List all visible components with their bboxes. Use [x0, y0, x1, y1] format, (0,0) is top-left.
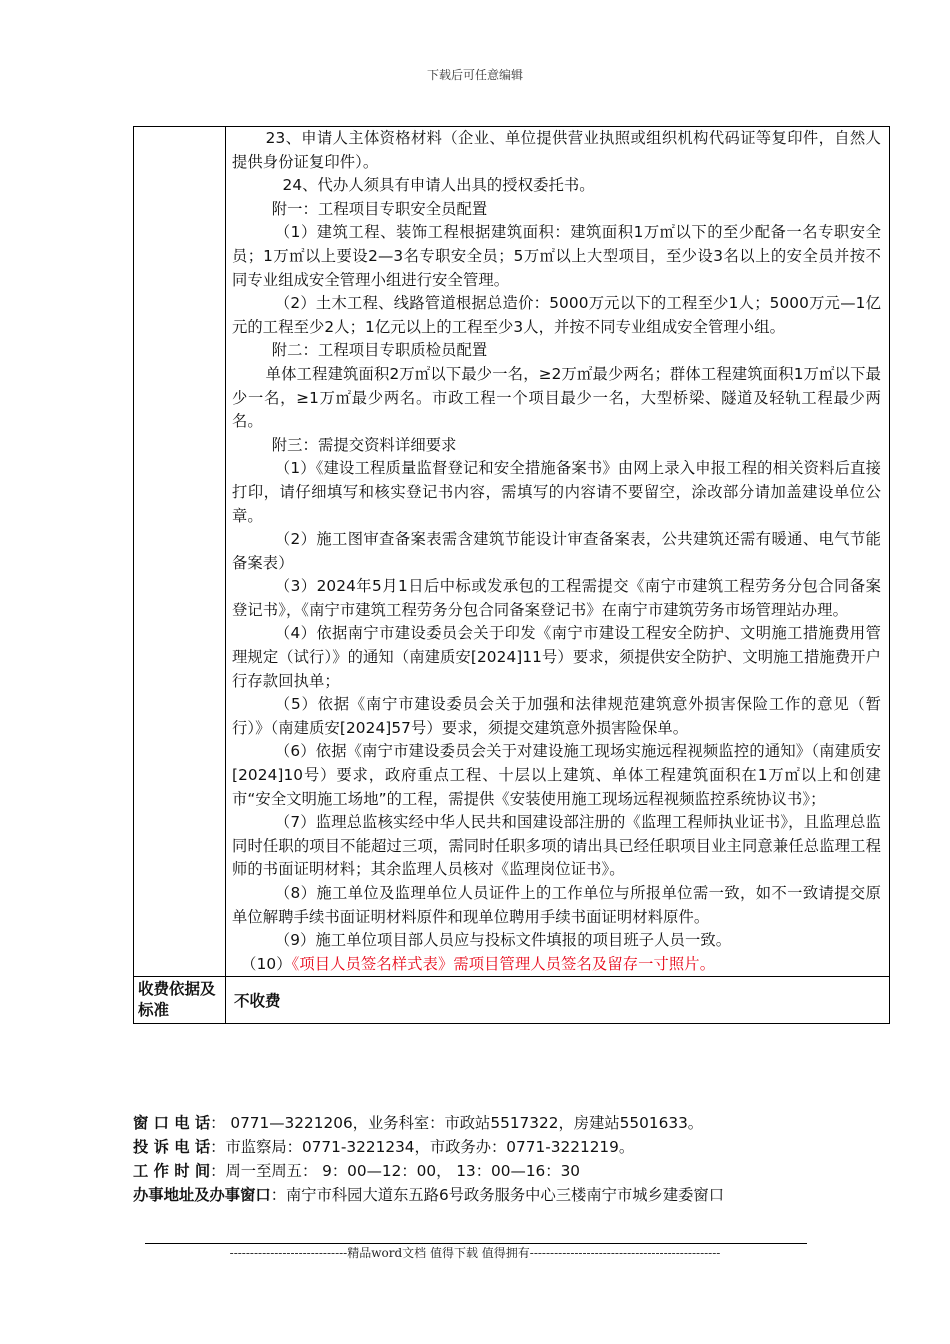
item-10-prefix: （10）: [241, 954, 292, 973]
table-row: [134, 977, 890, 1024]
working-hours-line: [133, 1160, 580, 1184]
window-phone-value: ： 0771—3221206，业务科室：市政站5517322，房建站5501633。: [210, 1114, 704, 1132]
table-row: [134, 127, 890, 977]
appendix-3-item-8: （8）施工单位及监理单位人员证件上的工作单位与所报单位需一致，如不一致请提交原单位解聘手续书面证明材料原件和现单位聘用手续书面证明材料原件。: [232, 884, 881, 926]
office-address-line: [133, 1184, 724, 1208]
page-header-note: 下载后可任意编辑: [426, 68, 523, 82]
requirements-body: [226, 127, 890, 977]
appendix-2-body: 单体工程建筑面积2万㎡以下最少一名，≥2万㎡最少两名；群体工程建筑面积1万㎡以下最少一名，≥1万㎡最少两名。市政工程一个项目最少一名，大型桥梁、隧道及轻轨工程最少两名。: [232, 364, 881, 431]
appendix-1-item-2: （2）土木工程、线路管道根据总造价：5000万元以下的工程至少1人；5000万元—1亿元的工程至少2人；1亿元以上的工程至少3人，并按不同专业组成安全管理小组。: [232, 294, 881, 336]
office-address-label: 办事地址及办事窗口: [133, 1186, 271, 1204]
fee-value: 不收费: [226, 977, 890, 1024]
appendix-3-title: 附三：需提交资料详细要求: [271, 435, 457, 454]
working-hours-label: 工 作 时 间: [133, 1162, 211, 1180]
label-cell-empty: [134, 127, 226, 977]
complaint-phone-label: 投 诉 电 话: [133, 1138, 211, 1156]
appendix-3-item-2: （2）施工图审查备案表需含建筑节能设计审查备案表，公共建筑还需有暖通、电气节能备案表）: [232, 530, 881, 572]
page-footer-note: -----------------------------精品word文档 值得下载 值得拥有-----------------------------------------------: [229, 1246, 721, 1260]
appendix-3-item-9: （9）施工单位项目部人员应与投标文件填报的项目班子人员一致。: [274, 931, 732, 950]
window-phone-line: [133, 1112, 703, 1136]
working-hours-value: ：周一至周五： 9：00—12：00， 13：00—16：30: [210, 1162, 581, 1180]
appendix-1-item-1: （1）建筑工程、装饰工程根据建筑面积：建筑面积1万㎡以下的至少配备一名专职安全员；1万㎡以上要设2—3名专职安全员；5万㎡以上大型项目，至少设3名以上的安全员并按不同专业组成安全管理小组进行安全管理。: [232, 223, 881, 289]
appendix-3-item-10: [232, 953, 881, 977]
window-phone-label: 窗 口 电 话: [133, 1114, 211, 1132]
item-10-red-text: 《项目人员签名样式表》需项目管理人员签名及留存一寸照片。: [291, 954, 716, 973]
item-23: 23、申请人主体资格材料（企业、单位提供营业执照或组织机构代码证等复印件，自然人提供身份证复印件）。: [232, 129, 881, 171]
office-address-value: ：南宁市科园大道东五路6号政务服务中心三楼南宁市城乡建委窗口: [270, 1186, 725, 1204]
appendix-3-item-6: （6）依据《南宁市建设委员会关于对建设施工现场实施远程视频监控的通知》（南建质安[2024]10号）要求，政府重点工程、十层以上建筑、单体工程建筑面积在1万㎡以上和创建市“安全文明施工场地”的工程，需提供《安装使用施工现场远程视频监控系统协议书》；: [232, 742, 881, 808]
appendix-1-title: 附一：工程项目专职安全员配置: [271, 199, 488, 218]
fee-label: 收费依据及标准: [134, 977, 226, 1024]
complaint-phone-line: [133, 1136, 634, 1160]
appendix-3-item-3: （3）2024年5月1日后中标或发承包的工程需提交《南宁市建筑工程劳务分包合同备案登记书》，《南宁市建筑工程劳务分包合同备案登记书》在南宁市建筑劳务市场管理站办理。: [232, 577, 881, 619]
requirements-table: [133, 126, 890, 1024]
appendix-3-item-7: （7）监理总监核实经中华人民共和国建设部注册的《监理工程师执业证书》，且监理总监同时任职的项目不能超过三项，需同时任职多项的请出具已经任职项目业主同意兼任总监理工程师的书面证明材料；其余监理人员核对《监理岗位证书》。: [232, 813, 881, 879]
appendix-3-item-4: （4）依据南宁市建设委员会关于印发《南宁市建设工程安全防护、文明施工措施费用管理规定（试行）》的通知（南建质安[2024]11号）要求，须提供安全防护、文明施工措施费开户行存款回执单；: [232, 624, 881, 690]
appendix-3-item-5: （5）依据《南宁市建设委员会关于加强和法律规范建筑意外损害保险工作的意见（暂行）》（南建质安[2024]57号）要求，须提交建筑意外损害险保单。: [232, 695, 881, 737]
complaint-phone-value: ：市监察局：0771-3221234，市政务办：0771-3221219。: [210, 1138, 635, 1156]
item-24: 24、代办人须具有申请人出具的授权委托书。: [282, 176, 595, 195]
appendix-2-title: 附二：工程项目专职质检员配置: [271, 341, 488, 360]
appendix-3-item-1: （1）《建设工程质量监督登记和安全措施备案书》由网上录入申报工程的相关资料后直接打印，请仔细填写和核实登记书内容，需填写的内容请不要留空，涂改部分请加盖建设单位公章。: [232, 459, 881, 525]
